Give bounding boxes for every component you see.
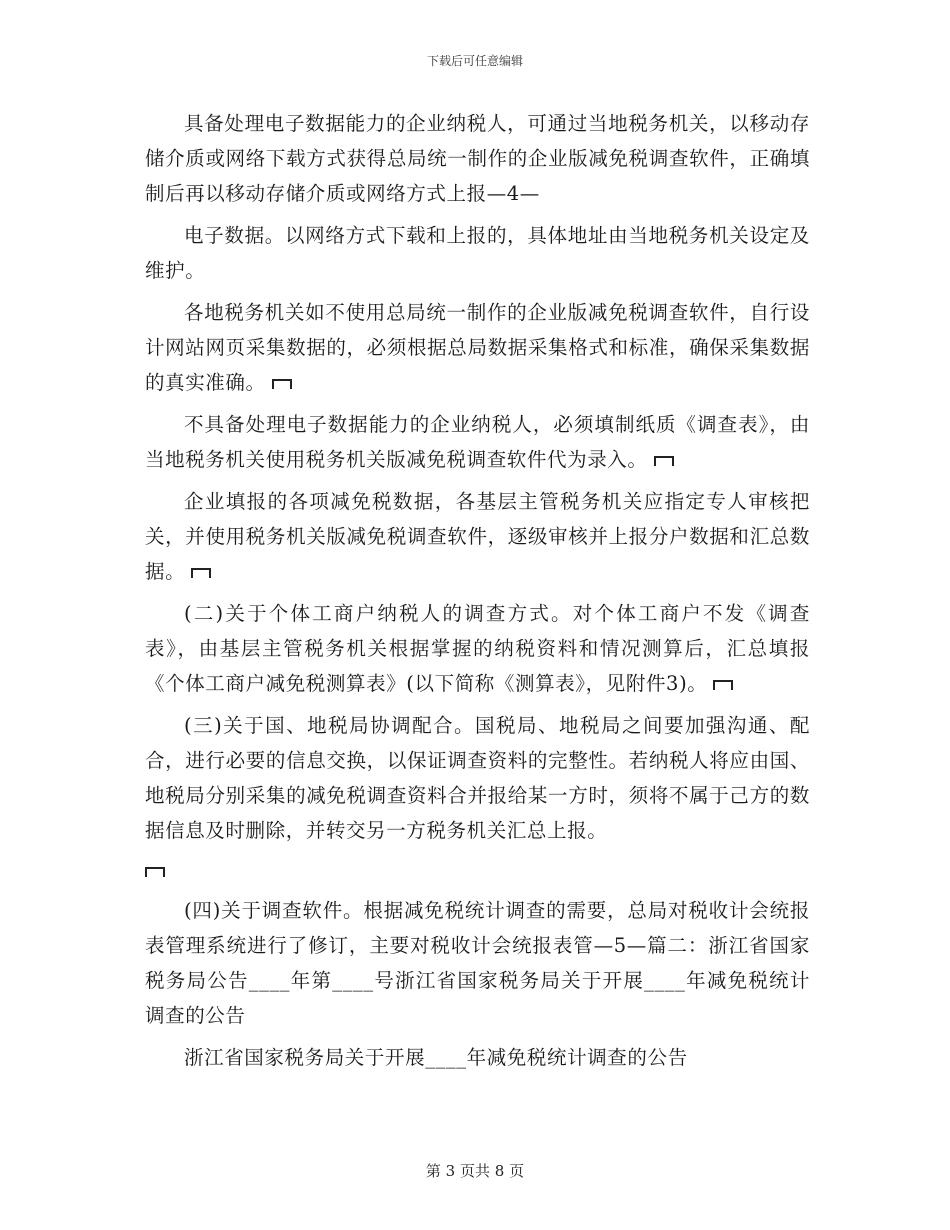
paragraph-5-text: 企业填报的各项减免税数据，各基层主管税务机关应指定专人审核把关，并使用税务机关版减免税调查软件，逐级审核并上报分户数据和汇总数据。: [145, 490, 810, 583]
paragraph-3: [145, 295, 810, 400]
edit-marker-icon: [713, 680, 733, 690]
paragraph-8: [145, 893, 810, 1033]
paragraph-9: [145, 1040, 810, 1075]
paragraph-2-text: 电子数据。以网络方式下载和上报的，具体地址由当地税务机关设定及维护。: [145, 224, 810, 282]
document-body: [145, 106, 810, 1082]
paragraph-3-text: 各地税务机关如不使用总局统一制作的企业版减免税调查软件，自行设计网站网页采集数据的，必须根据总局数据采集格式和标准，确保采集数据的真实准确。: [145, 301, 810, 394]
edit-marker-icon: [145, 867, 165, 877]
paragraph-9-text: 浙江省国家税务局关于开展____年减免税统计调查的公告: [184, 1046, 688, 1069]
edit-marker-icon: [654, 456, 674, 466]
paragraph-4: [145, 407, 810, 477]
page-indicator: 第 3 页共 8 页: [425, 1162, 525, 1180]
paragraph-1-text: 具备处理电子数据能力的企业纳税人，可通过当地税务机关，以移动存储介质或网络下载方式获得总局统一制作的企业版减免税调查软件，正确填制后再以移动存储介质或网络方式上报—4—: [145, 112, 810, 205]
paragraph-1: [145, 106, 810, 211]
paragraph-4-text: 不具备处理电子数据能力的企业纳税人，必须填制纸质《调查表》，由当地税务机关使用税务机关版减免税调查软件代为录入。: [145, 413, 810, 471]
paragraph-6-text: (二)关于个体工商户纳税人的调查方式。对个体工商户不发《调查表》，由基层主管税务机关根据掌握的纳税资料和情况测算后，汇总填报《个体工商户减免税测算表》(以下简称《测算表》，见附件3)。: [145, 602, 810, 695]
paragraph-7-text: (三)关于国、地税局协调配合。国税局、地税局之间要加强沟通、配合，进行必要的信息交换，以保证调查资料的完整性。若纳税人将应由国、地税局分别采集的减免税调查资料合并报给某一方时，须将不属于己方的数据信息及时删除，并转交另一方税务机关汇总上报。: [145, 714, 810, 842]
edit-marker-line: [145, 855, 810, 889]
paragraph-2: [145, 218, 810, 288]
edit-marker-icon: [191, 568, 211, 578]
paragraph-8-text: (四)关于调查软件。根据减免税统计调查的需要，总局对税收计会统报表管理系统进行了修订，主要对税收计会统报表管—5—篇二：浙江省国家税务局公告____年第____号浙江省国家税务局关于开展____年减免税统计调查的公告: [145, 899, 810, 1027]
paragraph-7: [145, 708, 810, 848]
paragraph-5: [145, 484, 810, 589]
paragraph-6: [145, 596, 810, 701]
edit-marker-icon: [272, 379, 292, 389]
page-header: 下载后可任意编辑: [426, 54, 523, 68]
